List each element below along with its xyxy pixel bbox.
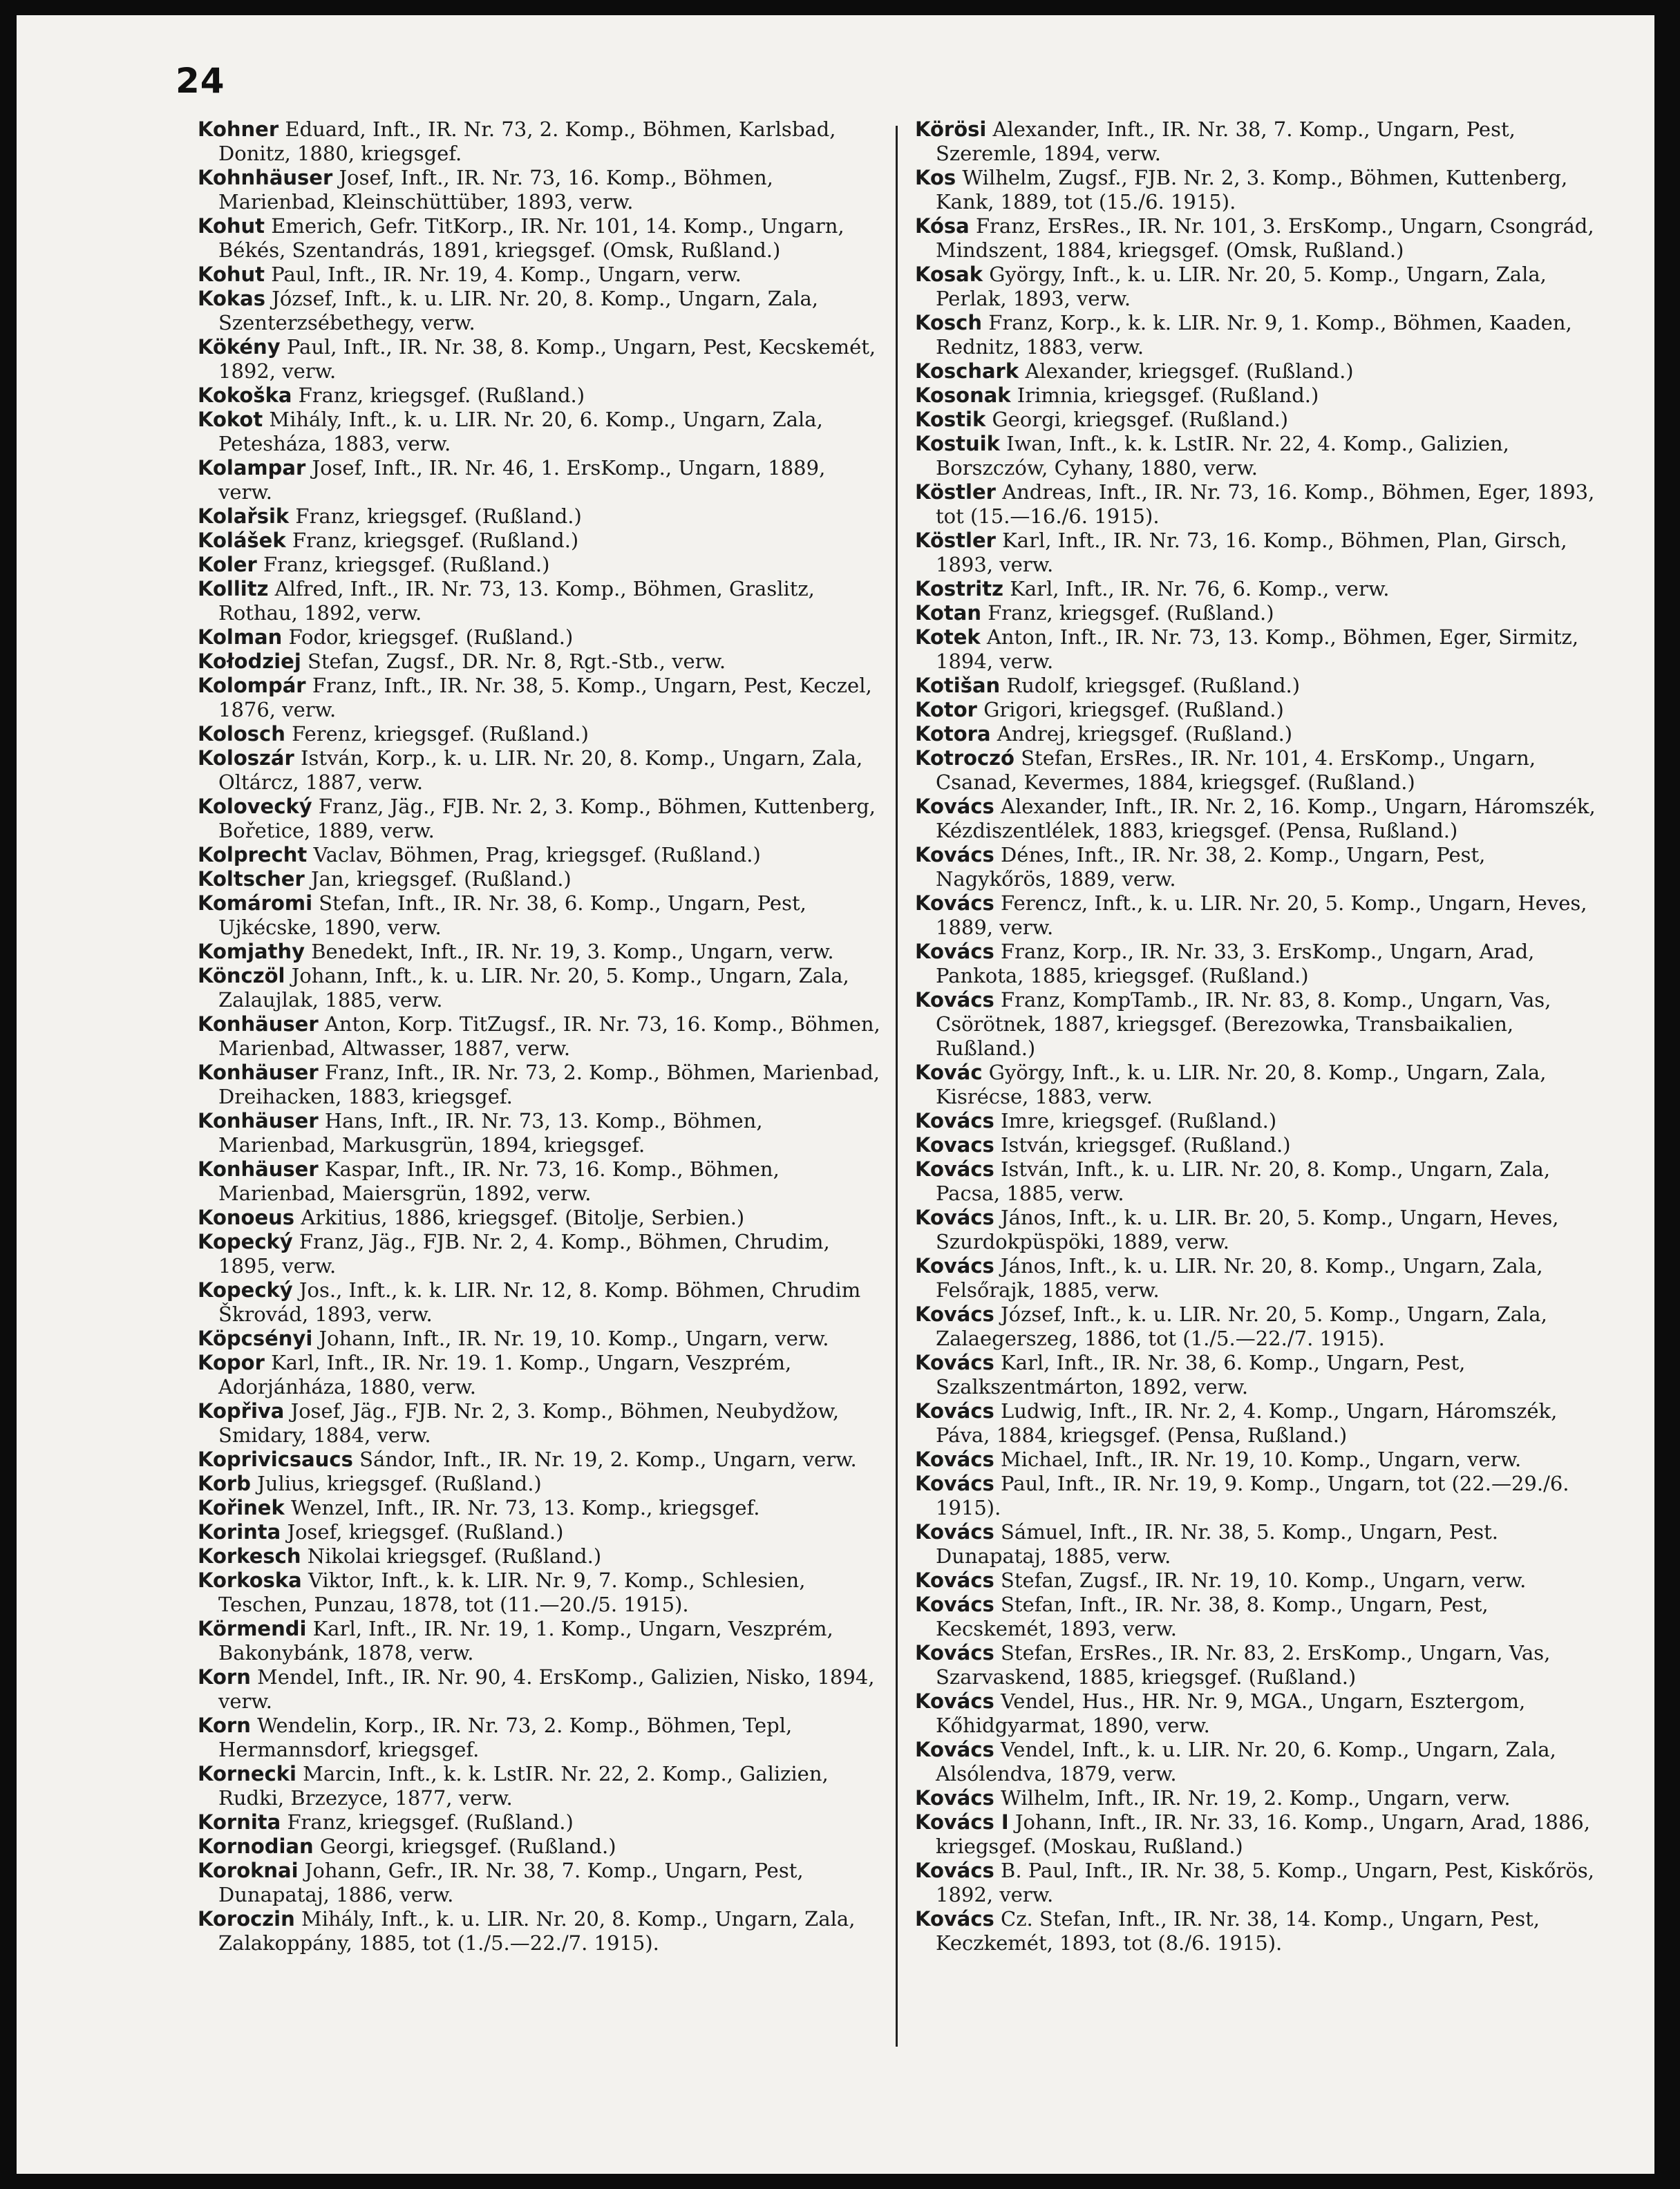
entry-details: György, Inft., k. u. LIR. Nr. 20, 8. Komp., Ungarn, Zala, Kisrécse, 1883, verw. — [936, 1061, 1547, 1108]
list-entry — [915, 1689, 1606, 1738]
entry-details: Franz, Jäg., FJB. Nr. 2, 4. Komp., Böhmen, Chrudim, 1895, verw. — [218, 1230, 830, 1278]
list-entry — [915, 117, 1606, 166]
entry-surname: Kohut — [198, 214, 265, 238]
list-entry — [198, 529, 882, 553]
entry-surname: Koler — [198, 553, 257, 576]
entry-surname: Kokas — [198, 287, 266, 310]
entry-surname: Kovács — [915, 1786, 994, 1810]
entry-surname: Kovacs — [915, 1133, 994, 1157]
entry-surname: Körmendi — [198, 1617, 307, 1640]
list-entry — [915, 1302, 1606, 1351]
list-entry — [915, 432, 1606, 480]
entry-details: Vaclav, Böhmen, Prag, kriegsgef. (Rußland.) — [313, 843, 761, 866]
entry-surname: Komjathy — [198, 940, 305, 963]
list-entry — [915, 795, 1606, 843]
entry-details: Franz, KompTamb., IR. Nr. 83, 8. Komp., Ungarn, Vas, Csörötnek, 1887, kriegsgef. (Berezowka, Transbaikalien, Rußland.) — [936, 988, 1551, 1060]
entry-details: Karl, Inft., IR. Nr. 38, 6. Komp., Ungarn, Pest, Szalkszentmárton, 1892, verw. — [936, 1351, 1466, 1399]
entry-details: Paul, Inft., IR. Nr. 19, 4. Komp., Ungarn, verw. — [271, 263, 742, 286]
list-entry — [198, 1520, 882, 1544]
list-entry — [915, 1593, 1606, 1641]
entry-surname: Kovács — [915, 1472, 994, 1495]
entry-surname: Kósa — [915, 214, 970, 238]
list-entry — [915, 1641, 1606, 1689]
list-entry — [198, 287, 882, 335]
entry-details: Viktor, Inft., k. k. LIR. Nr. 9, 7. Komp., Schlesien, Teschen, Punzau, 1878, tot (11.—20./5. 1915). — [218, 1569, 806, 1616]
list-entry — [198, 214, 882, 263]
entry-details: Emerich, Gefr. TitKorp., IR. Nr. 101, 14. Komp., Ungarn, Békés, Szentandrás, 1891, kriegsgef. (Omsk, Rußland.) — [218, 214, 844, 262]
entry-surname: Kovács — [915, 1641, 994, 1665]
entry-surname: Kovács — [915, 1689, 994, 1713]
entry-surname: Kovács — [915, 1351, 994, 1374]
left-column — [198, 117, 882, 1955]
list-entry — [198, 577, 882, 625]
entry-details: Ferenz, kriegsgef. (Rußland.) — [292, 722, 589, 746]
entry-details: Rudolf, kriegsgef. (Rußland.) — [1006, 674, 1301, 697]
column-divider — [896, 126, 898, 2047]
entry-surname: Konhäuser — [198, 1109, 319, 1133]
list-entry — [915, 214, 1606, 263]
entry-surname: Kokoška — [198, 383, 292, 407]
entry-surname: Kopecký — [198, 1230, 293, 1253]
entry-details: Franz, kriegsgef. (Rußland.) — [298, 383, 585, 407]
list-entry — [915, 480, 1606, 529]
entry-surname: Kohnhäuser — [198, 166, 333, 189]
list-entry — [915, 1157, 1606, 1206]
entry-surname: Kovács — [915, 1399, 994, 1423]
entry-details: Julius, kriegsgef. (Rußland.) — [257, 1472, 542, 1495]
entry-details: József, Inft., k. u. LIR. Nr. 20, 5. Komp., Ungarn, Zala, Zalaegerszeg, 1886, tot (1./5.—22./7. 1915). — [936, 1302, 1547, 1350]
entry-surname: Korkesch — [198, 1544, 301, 1568]
entry-details: Johann, Inft., IR. Nr. 19, 10. Komp., Ungarn, verw. — [319, 1327, 829, 1350]
entry-surname: Kostik — [915, 408, 986, 431]
entry-details: Ferencz, Inft., k. u. LIR. Nr. 20, 5. Komp., Ungarn, Heves, 1889, verw. — [936, 891, 1587, 939]
list-entry — [915, 1859, 1606, 1907]
entry-details: Mihály, Inft., k. u. LIR. Nr. 20, 8. Komp., Ungarn, Zala, Zalakoppány, 1885, tot (1./5.—22./7. 1915). — [218, 1907, 856, 1955]
entry-surname: Kovács — [915, 1109, 994, 1133]
list-entry — [198, 263, 882, 287]
entry-surname: Korb — [198, 1472, 251, 1495]
entry-details: Ludwig, Inft., IR. Nr. 2, 4. Komp., Ungarn, Háromszék, Páva, 1884, kriegsgef. (Pensa, Rußland.) — [936, 1399, 1558, 1447]
list-entry — [198, 674, 882, 722]
entry-details: Vendel, Hus., HR. Nr. 9, MGA., Ungarn, Esztergom, Kőhidgyarmat, 1890, verw. — [936, 1689, 1526, 1737]
list-entry — [915, 1206, 1606, 1254]
entry-surname: Köpcsényi — [198, 1327, 313, 1350]
entry-details: Franz, Korp., IR. Nr. 33, 3. ErsKomp., Ungarn, Arad, Pankota, 1885, kriegsgef. (Rußland.) — [936, 940, 1535, 987]
entry-surname: Koltscher — [198, 867, 305, 891]
list-entry — [198, 1351, 882, 1399]
entry-surname: Kotor — [915, 698, 977, 721]
entry-details: Michael, Inft., IR. Nr. 19, 10. Komp., Ungarn, verw. — [1001, 1448, 1522, 1471]
entry-details: Anton, Inft., IR. Nr. 73, 13. Komp., Böhmen, Eger, Sirmitz, 1894, verw. — [936, 625, 1579, 673]
list-entry — [915, 1351, 1606, 1399]
entry-details: Wilhelm, Inft., IR. Nr. 19, 2. Komp., Ungarn, verw. — [1001, 1786, 1511, 1810]
entry-surname: Kovács — [915, 1907, 994, 1931]
list-entry — [198, 746, 882, 795]
entry-surname: Konoeus — [198, 1206, 295, 1229]
list-entry — [198, 964, 882, 1012]
entry-surname: Kolampar — [198, 456, 306, 480]
list-entry — [198, 117, 882, 166]
entry-details: Imre, kriegsgef. (Rußland.) — [1001, 1109, 1277, 1133]
entry-surname: Kovács — [915, 1254, 994, 1278]
list-entry — [198, 940, 882, 964]
list-entry — [198, 1109, 882, 1157]
list-entry — [198, 891, 882, 940]
list-entry — [915, 263, 1606, 311]
entry-details: Alexander, Inft., IR. Nr. 2, 16. Komp., Ungarn, Háromszék, Kézdiszentlélek, 1883, kriegsgef. (Pensa, Rußland.) — [936, 795, 1596, 842]
entry-details: Marcin, Inft., k. k. LstIR. Nr. 22, 2. Komp., Galizien, Rudki, Brzezyce, 1877, verw. — [218, 1762, 829, 1810]
entry-details: József, Inft., k. u. LIR. Nr. 20, 8. Komp., Ungarn, Zala, Szenterzsébethegy, verw. — [218, 287, 819, 334]
list-entry — [198, 1012, 882, 1061]
entry-details: Josef, Inft., IR. Nr. 73, 16. Komp., Böhmen, Marienbad, Kleinschüttüber, 1893, verw. — [218, 166, 773, 214]
entry-details: Franz, kriegsgef. (Rußland.) — [287, 1810, 574, 1834]
entry-surname: Kořinek — [198, 1496, 285, 1519]
entry-surname: Kovács — [915, 988, 994, 1012]
page-number: 24 — [176, 61, 225, 101]
entry-details: Karl, Inft., IR. Nr. 76, 6. Komp., verw. — [1010, 577, 1390, 600]
entry-surname: Kovács — [915, 940, 994, 963]
entry-surname: Kovács — [915, 1520, 994, 1544]
entry-details: Wilhelm, Zugsf., FJB. Nr. 2, 3. Komp., Böhmen, Kuttenberg, Kank, 1889, tot (15./6. 1915). — [936, 166, 1568, 214]
right-column — [915, 117, 1606, 1955]
entry-details: Benedekt, Inft., IR. Nr. 19, 3. Komp., Ungarn, verw. — [311, 940, 834, 963]
entry-surname: Köstler — [915, 529, 996, 552]
entry-details: Wendelin, Korp., IR. Nr. 73, 2. Komp., Böhmen, Tepl, Hermannsdorf, kriegsgef. — [218, 1714, 793, 1761]
list-entry — [198, 795, 882, 843]
list-entry — [198, 1569, 882, 1617]
entry-surname: Körösi — [915, 117, 987, 141]
list-entry — [198, 867, 882, 891]
entry-details: Sámuel, Inft., IR. Nr. 38, 5. Komp., Ungarn, Pest. Dunapataj, 1885, verw. — [936, 1520, 1498, 1568]
entry-details: Cz. Stefan, Inft., IR. Nr. 38, 14. Komp., Ungarn, Pest, Keczkemét, 1893, tot (8./6. 1915). — [936, 1907, 1540, 1955]
entry-details: Anton, Korp. TitZugsf., IR. Nr. 73, 16. Komp., Böhmen, Marienbad, Altwasser, 1887, verw. — [218, 1012, 880, 1060]
list-entry — [198, 722, 882, 746]
entry-surname: Kovács — [915, 1157, 994, 1181]
entry-surname: Koroczin — [198, 1907, 295, 1931]
entry-details: Franz, kriegsgef. (Rußland.) — [295, 504, 582, 528]
entry-surname: Kovács — [915, 1206, 994, 1229]
entry-details: Franz, Korp., k. k. LIR. Nr. 9, 1. Komp., Böhmen, Kaaden, Rednitz, 1883, verw. — [936, 311, 1572, 359]
entry-surname: Kolovecký — [198, 795, 312, 818]
entry-surname: Kos — [915, 166, 956, 189]
entry-surname: Kovács — [915, 1302, 994, 1326]
entry-surname: Konhäuser — [198, 1157, 319, 1181]
list-entry — [915, 1399, 1606, 1448]
entry-surname: Kollitz — [198, 577, 269, 600]
entry-details: István, Korp., k. u. LIR. Nr. 20, 8. Komp., Ungarn, Zala, Oltárcz, 1887, verw. — [218, 746, 863, 794]
list-entry — [915, 311, 1606, 359]
entry-surname: Koschark — [915, 359, 1019, 383]
entry-details: Stefan, Zugsf., DR. Nr. 8, Rgt.-Stb., verw. — [307, 650, 726, 673]
list-entry — [198, 1496, 882, 1520]
entry-details: Georgi, kriegsgef. (Rußland.) — [992, 408, 1289, 431]
entry-surname: Kovács I — [915, 1810, 1009, 1834]
entry-details: Irimnia, kriegsgef. (Rußland.) — [1017, 383, 1319, 407]
entry-details: Vendel, Inft., k. u. LIR. Nr. 20, 6. Komp., Ungarn, Zala, Alsólendva, 1879, verw. — [936, 1738, 1556, 1785]
entry-details: Franz, kriegsgef. (Rußland.) — [988, 601, 1274, 625]
entry-surname: Konhäuser — [198, 1012, 319, 1036]
entry-surname: Kostuik — [915, 432, 1000, 455]
list-entry — [915, 359, 1606, 383]
list-entry — [915, 891, 1606, 940]
list-entry — [198, 1448, 882, 1472]
list-entry — [915, 746, 1606, 795]
list-entry — [915, 601, 1606, 625]
entry-details: B. Paul, Inft., IR. Nr. 38, 5. Komp., Ungarn, Pest, Kiskőrös, 1892, verw. — [936, 1859, 1594, 1906]
list-entry — [198, 1907, 882, 1955]
entry-details: István, kriegsgef. (Rußland.) — [1001, 1133, 1291, 1157]
entry-details: Andreas, Inft., IR. Nr. 73, 16. Komp., Böhmen, Eger, 1893, tot (15.—16./6. 1915). — [936, 480, 1595, 528]
entry-details: Alexander, kriegsgef. (Rußland.) — [1025, 359, 1354, 383]
entry-details: Iwan, Inft., k. k. LstIR. Nr. 22, 4. Komp., Galizien, Borszczów, Cyhany, 1880, verw. — [936, 432, 1509, 480]
entry-surname: Kornita — [198, 1810, 281, 1834]
list-entry — [915, 1472, 1606, 1520]
entry-details: Karl, Inft., IR. Nr. 19. 1. Komp., Ungarn, Veszprém, Adorjánháza, 1880, verw. — [218, 1351, 792, 1399]
list-entry — [198, 1327, 882, 1351]
entry-surname: Koprivicsaucs — [198, 1448, 353, 1471]
entry-details: Paul, Inft., IR. Nr. 38, 8. Komp., Ungarn, Pest, Kecskemét, 1892, verw. — [218, 335, 876, 383]
entry-surname: Kovács — [915, 1738, 994, 1761]
entry-details: Jan, kriegsgef. (Rußland.) — [310, 867, 572, 891]
list-entry — [915, 1254, 1606, 1302]
list-entry — [915, 940, 1606, 988]
list-entry — [198, 1762, 882, 1810]
list-entry — [198, 504, 882, 529]
list-entry — [915, 988, 1606, 1061]
entry-surname: Kopor — [198, 1351, 265, 1374]
entry-details: Franz, Jäg., FJB. Nr. 2, 3. Komp., Böhmen, Kuttenberg, Bořetice, 1889, verw. — [218, 795, 876, 842]
entry-surname: Kohut — [198, 263, 265, 286]
entry-details: Nikolai kriegsgef. (Rußland.) — [307, 1544, 602, 1568]
list-entry — [915, 408, 1606, 432]
list-entry — [198, 1230, 882, 1278]
list-entry — [915, 577, 1606, 601]
entry-details: Stefan, ErsRes., IR. Nr. 83, 2. ErsKomp., Ungarn, Vas, Szarvaskend, 1885, kriegsgef. (Rußland.) — [936, 1641, 1551, 1689]
entry-details: Josef, Inft., IR. Nr. 46, 1. ErsKomp., Ungarn, 1889, verw. — [218, 456, 826, 504]
list-entry — [915, 625, 1606, 674]
entry-details: Stefan, Zugsf., IR. Nr. 19, 10. Komp., Ungarn, verw. — [1001, 1569, 1527, 1592]
list-entry — [198, 1665, 882, 1714]
list-entry — [198, 1157, 882, 1206]
entry-details: Alfred, Inft., IR. Nr. 73, 13. Komp., Böhmen, Graslitz, Rothau, 1892, verw. — [218, 577, 815, 625]
entry-details: Kaspar, Inft., IR. Nr. 73, 16. Komp., Böhmen, Marienbad, Maiersgrün, 1892, verw. — [218, 1157, 780, 1205]
list-entry — [198, 1617, 882, 1665]
entry-surname: Kornodian — [198, 1835, 314, 1858]
list-entry — [915, 722, 1606, 746]
list-entry — [198, 408, 882, 456]
list-entry — [198, 1278, 882, 1327]
entry-surname: Kotan — [915, 601, 981, 625]
entry-surname: Kovács — [915, 1859, 994, 1882]
list-entry — [198, 1544, 882, 1569]
entry-surname: Korinta — [198, 1520, 281, 1544]
list-entry — [915, 529, 1606, 577]
entry-details: Franz, kriegsgef. (Rußland.) — [292, 529, 579, 552]
entry-surname: Korn — [198, 1665, 251, 1689]
list-entry — [198, 1061, 882, 1109]
entry-details: Grigori, kriegsgef. (Rußland.) — [983, 698, 1284, 721]
entry-surname: Kołodziej — [198, 650, 301, 673]
list-entry — [915, 1738, 1606, 1786]
entry-surname: Kohner — [198, 117, 279, 141]
entry-details: Franz, kriegsgef. (Rußland.) — [263, 553, 550, 576]
entry-details: Jos., Inft., k. k. LIR. Nr. 12, 8. Komp. Böhmen, Chrudim Škrovád, 1893, verw. — [218, 1278, 861, 1326]
entry-surname: Kolosch — [198, 722, 285, 746]
list-entry — [198, 1714, 882, 1762]
entry-surname: Kovács — [915, 795, 994, 818]
list-entry — [198, 335, 882, 383]
entry-surname: Konhäuser — [198, 1061, 319, 1084]
entry-surname: Kolompár — [198, 674, 306, 697]
list-entry — [915, 1448, 1606, 1472]
list-entry — [915, 843, 1606, 891]
entry-details: Paul, Inft., IR. Nr. 19, 9. Komp., Ungarn, tot (22.—29./6. 1915). — [936, 1472, 1569, 1519]
entry-surname: Kolášek — [198, 529, 286, 552]
entry-details: Andrej, kriegsgef. (Rußland.) — [997, 722, 1293, 746]
list-entry — [198, 1472, 882, 1496]
entry-details: Mendel, Inft., IR. Nr. 90, 4. ErsKomp., Galizien, Nisko, 1894, verw. — [218, 1665, 875, 1713]
entry-surname: Kotora — [915, 722, 991, 746]
entry-details: Karl, Inft., IR. Nr. 73, 16. Komp., Böhmen, Plan, Girsch, 1893, verw. — [936, 529, 1567, 576]
entry-surname: Kosch — [915, 311, 982, 334]
list-entry — [915, 166, 1606, 214]
entry-details: Franz, Inft., IR. Nr. 73, 2. Komp., Böhmen, Marienbad, Dreihacken, 1883, kriegsgef. — [218, 1061, 880, 1108]
list-entry — [198, 1399, 882, 1448]
entry-surname: Kovács — [915, 1569, 994, 1592]
entry-surname: Koroknai — [198, 1859, 299, 1882]
entry-details: Johann, Gefr., IR. Nr. 38, 7. Komp., Ungarn, Pest, Dunapataj, 1886, verw. — [218, 1859, 804, 1906]
entry-details: Josef, Jäg., FJB. Nr. 2, 3. Komp., Böhmen, Neubydžow, Smidary, 1884, verw. — [218, 1399, 840, 1447]
list-entry — [198, 1835, 882, 1859]
entry-surname: Kovács — [915, 843, 994, 866]
entry-surname: Kovács — [915, 891, 994, 915]
entry-details: Fodor, kriegsgef. (Rußland.) — [288, 625, 574, 649]
entry-surname: Kovács — [915, 1593, 994, 1616]
list-entry — [915, 698, 1606, 722]
list-entry — [915, 1109, 1606, 1133]
entry-surname: Kökény — [198, 335, 281, 359]
list-entry — [198, 1859, 882, 1907]
entry-details: Franz, ErsRes., IR. Nr. 101, 3. ErsKomp., Ungarn, Csongrád, Mindszent, 1884, kriegsgef. (Omsk, Rußland.) — [936, 214, 1594, 262]
entry-details: Stefan, ErsRes., IR. Nr. 101, 4. ErsKomp., Ungarn, Csanad, Kevermes, 1884, kriegsgef. (Rußland.) — [936, 746, 1536, 794]
entry-details: Hans, Inft., IR. Nr. 73, 13. Komp., Böhmen, Marienbad, Markusgrün, 1894, kriegsgef. — [218, 1109, 763, 1157]
entry-surname: Kovács — [915, 1448, 994, 1471]
list-entry — [915, 1061, 1606, 1109]
entry-surname: Kolprecht — [198, 843, 308, 866]
list-entry — [198, 553, 882, 577]
entry-details: János, Inft., k. u. LIR. Nr. 20, 8. Komp., Ungarn, Zala, Felsőrajk, 1885, verw. — [936, 1254, 1543, 1302]
entry-details: Josef, kriegsgef. (Rußland.) — [287, 1520, 564, 1544]
entry-details: János, Inft., k. u. LIR. Br. 20, 5. Komp., Ungarn, Heves, Szurdokpüspöki, 1889, verw. — [936, 1206, 1559, 1253]
entry-surname: Kosak — [915, 263, 983, 286]
entry-details: Mihály, Inft., k. u. LIR. Nr. 20, 6. Komp., Ungarn, Zala, Petesháza, 1883, verw. — [218, 408, 823, 455]
entry-surname: Korn — [198, 1714, 251, 1737]
list-entry — [198, 383, 882, 408]
list-entry — [198, 625, 882, 650]
entry-details: Arkitius, 1886, kriegsgef. (Bitolje, Serbien.) — [301, 1206, 745, 1229]
list-entry — [198, 650, 882, 674]
list-entry — [915, 1810, 1606, 1859]
entry-surname: Kokot — [198, 408, 263, 431]
entry-surname: Kopřiva — [198, 1399, 285, 1423]
list-entry — [198, 456, 882, 504]
entry-surname: Könczöl — [198, 964, 285, 987]
entry-details: Johann, Inft., IR. Nr. 33, 16. Komp., Ungarn, Arad, 1886, kriegsgef. (Moskau, Rußland.) — [936, 1810, 1590, 1858]
entry-surname: Kotroczó — [915, 746, 1014, 770]
entry-surname: Korkoska — [198, 1569, 302, 1592]
entry-details: Alexander, Inft., IR. Nr. 38, 7. Komp., Ungarn, Pest, Szeremle, 1894, verw. — [936, 117, 1516, 165]
entry-surname: Kosonak — [915, 383, 1011, 407]
entry-surname: Köstler — [915, 480, 996, 504]
list-entry — [198, 166, 882, 214]
list-entry — [198, 843, 882, 867]
entry-details: Georgi, kriegsgef. (Rußland.) — [319, 1835, 616, 1858]
entry-details: Franz, Inft., IR. Nr. 38, 5. Komp., Ungarn, Pest, Keczel, 1876, verw. — [218, 674, 872, 721]
entry-details: Eduard, Inft., IR. Nr. 73, 2. Komp., Böhmen, Karlsbad, Donitz, 1880, kriegsgef. — [218, 117, 836, 165]
list-entry — [915, 1907, 1606, 1955]
entry-surname: Kotišan — [915, 674, 1001, 697]
entry-details: István, Inft., k. u. LIR. Nr. 20, 8. Komp., Ungarn, Zala, Pacsa, 1885, verw. — [936, 1157, 1551, 1205]
list-entry — [198, 1206, 882, 1230]
entry-details: Stefan, Inft., IR. Nr. 38, 6. Komp., Ungarn, Pest, Ujkécske, 1890, verw. — [218, 891, 806, 939]
entry-surname: Kornecki — [198, 1762, 296, 1785]
entry-details: Karl, Inft., IR. Nr. 19, 1. Komp., Ungarn, Veszprém, Bakonybánk, 1878, verw. — [218, 1617, 833, 1665]
entry-details: György, Inft., k. u. LIR. Nr. 20, 5. Komp., Ungarn, Zala, Perlak, 1893, verw. — [936, 263, 1547, 310]
list-entry — [915, 383, 1606, 408]
entry-details: Stefan, Inft., IR. Nr. 38, 8. Komp., Ungarn, Pest, Kecskemét, 1893, verw. — [936, 1593, 1489, 1640]
list-entry — [915, 1786, 1606, 1810]
entry-surname: Kovác — [915, 1061, 983, 1084]
entry-surname: Kotek — [915, 625, 981, 649]
list-entry — [915, 1569, 1606, 1593]
entry-details: Johann, Inft., k. u. LIR. Nr. 20, 5. Komp., Ungarn, Zala, Zalaujlak, 1885, verw. — [218, 964, 849, 1012]
entry-surname: Koloszár — [198, 746, 294, 770]
document-page — [17, 15, 1654, 2174]
entry-surname: Kostritz — [915, 577, 1003, 600]
list-entry — [915, 674, 1606, 698]
entry-surname: Kolman — [198, 625, 283, 649]
entry-surname: Kopecký — [198, 1278, 293, 1302]
entry-surname: Kolařsik — [198, 504, 290, 528]
entry-details: Sándor, Inft., IR. Nr. 19, 2. Komp., Ungarn, verw. — [359, 1448, 857, 1471]
entry-surname: Komáromi — [198, 891, 313, 915]
list-entry — [198, 1810, 882, 1835]
entry-details: Dénes, Inft., IR. Nr. 38, 2. Komp., Ungarn, Pest, Nagykőrös, 1889, verw. — [936, 843, 1486, 891]
list-entry — [915, 1520, 1606, 1569]
list-entry — [915, 1133, 1606, 1157]
entry-details: Wenzel, Inft., IR. Nr. 73, 13. Komp., kriegsgef. — [290, 1496, 760, 1519]
